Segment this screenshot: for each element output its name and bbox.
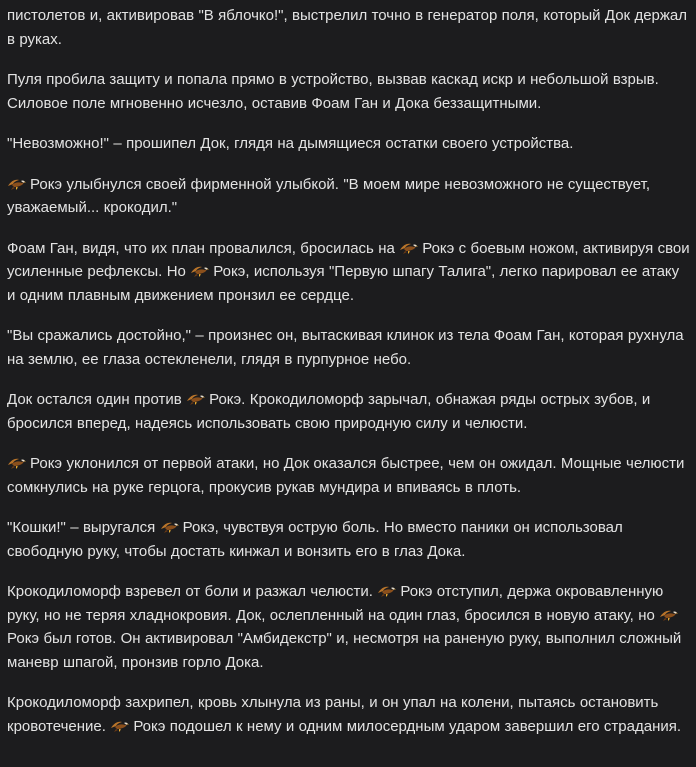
paragraph [7,4,691,51]
eagle-emoji-icon [160,520,179,534]
paragraph [7,580,691,674]
paragraph [7,388,691,435]
paragraph-text: Рокэ был готов. Он активировал "Амбидекстр" и, несмотря на раненую руку, выполнил сложный маневр шпагой, пронзив горло Дока. [7,630,682,671]
paragraph-text: Рокэ отступил, держа окровавленную руку, но не теряя хладнокровия. Док, ослепленный на один глаз, бросился в новую атаку, но [7,583,664,624]
paragraph [7,691,691,738]
eagle-emoji-icon [377,584,396,598]
paragraph-text: Док остался один против [7,391,187,408]
paragraph [7,237,691,308]
eagle-emoji-icon [190,264,209,278]
paragraph [7,324,691,371]
eagle-emoji-icon [659,608,678,622]
paragraph-text: Рокэ с боевым ножом, активируя свои усиленные рефлексы. Но [7,239,690,280]
paragraph [7,173,691,220]
paragraph-text: пистолетов и, активировав "В яблочко!", выстрелил точно в генератор поля, который Док держал в руках. [7,7,688,48]
paragraph-text: "Кошки!" – выругался [7,519,160,536]
paragraph-text: Рокэ улыбнулся своей фирменной улыбкой. "В моем мире невозможного не существует, уважаемый... крокодил." [7,175,650,216]
paragraph [7,516,691,563]
paragraph [7,68,691,115]
paragraph-text: "Невозможно!" – прошипел Док, глядя на дымящиеся остатки своего устройства. [7,135,574,152]
paragraph-text: Фоам Ган, видя, что их план провалился, бросилась на [7,239,400,257]
eagle-emoji-icon [7,177,26,191]
paragraph [7,132,691,156]
paragraph-text: Рокэ подошел к нему и одним милосердным ударом завершил его страдания. [133,717,682,735]
eagle-emoji-icon [186,392,205,406]
paragraph-text: Крокодиломорф захрипел, кровь хлынула из раны, и он упал на колени, пытаясь остановить кровотечение. [7,694,659,735]
eagle-emoji-icon [399,241,418,255]
eagle-emoji-icon [7,456,26,470]
paragraph-text: "Вы сражались достойно," – произнес он, вытаскивая клинок из тела Фоам Ган, которая рухнула на землю, ее глаза остекленели, глядя в пурпурное небо. [7,327,684,368]
paragraph [7,452,691,499]
paragraph-text: Рокэ. Крокодиломорф зарычал, обнажая ряды острых зубов, и бросился вперед, надеясь использовать свою природную силу и челюсти. [7,391,651,432]
paragraph-text: Крокодиломорф взревел от боли и разжал челюсти. [7,583,378,600]
story-text [7,4,691,755]
paragraph-text: Рокэ уклонился от первой атаки, но Док оказался быстрее, чем он ожидал. Мощные челюсти сомкнулись на руке герцога, прокусив рукав мундира и впиваясь в плоть. [7,455,685,496]
paragraph-text: Рокэ, чувствуя острую боль. Но вместо паники он использовал свободную руку, чтобы достать кинжал и вонзить его в глаз Дока. [7,519,623,560]
eagle-emoji-icon [110,719,129,733]
paragraph-text: Пуля пробила защиту и попала прямо в устройство, вызвав каскад искр и небольшой взрыв. Силовое поле мгновенно исчезло, оставив Фоам Ган и Дока беззащитными. [7,71,659,112]
paragraph-text: Рокэ, используя "Первую шпагу Талига", легко парировал ее атаку и одним плавным движением пронзил ее сердце. [7,263,680,304]
